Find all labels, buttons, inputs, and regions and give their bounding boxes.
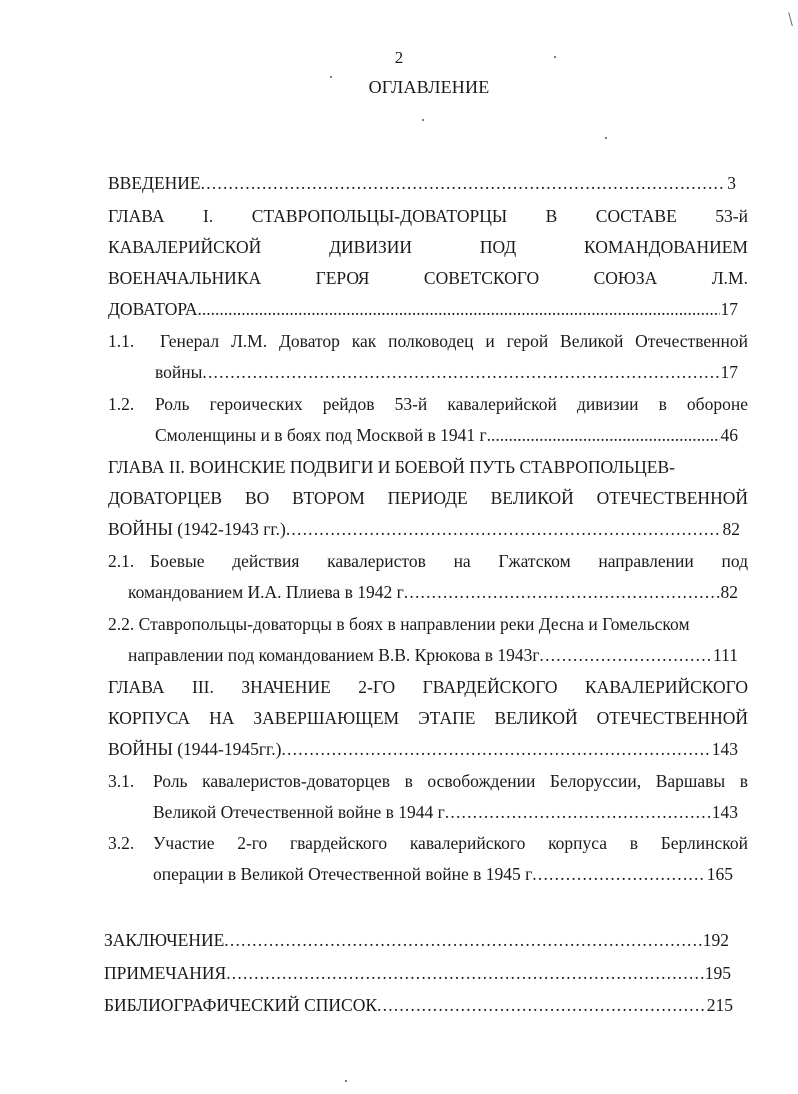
toc-page-number: 82	[722, 519, 740, 539]
chapter-3-title-line-3: ВОЙНЫ (1944-1945гг.) ..... 143	[108, 738, 738, 760]
toc-page-number: 3	[727, 173, 736, 193]
section-number: 2.2.	[108, 614, 135, 634]
toc-entry-notes[interactable]	[104, 962, 731, 984]
leader-dots	[487, 424, 720, 446]
section-title-line-2: операции в Великой Отечественной войне в 1945 г ..... 165	[153, 863, 733, 885]
toc-entry-title: ПРИМЕЧАНИЯ	[104, 963, 227, 983]
toc-page-number: 195	[704, 963, 731, 983]
section-title-line-1: Роль героических рейдов 53-й кавалерийской дивизии в обороне	[155, 394, 748, 414]
toc-page-number: 17	[720, 362, 738, 382]
toc-page-number: 17	[720, 299, 738, 319]
chapter-3-title-line-2: КОРПУСА НА ЗАВЕРШАЮЩЕМ ЭТАПЕ ВЕЛИКОЙ ОТЕЧЕСТВЕННОЙ	[108, 708, 748, 728]
section-number: 3.1.	[108, 771, 135, 791]
chapter-1-title-line-1: ГЛАВА I. СТАВРОПОЛЬЦЫ-ДОВАТОРЦЫ В СОСТАВЕ 53-й	[108, 206, 748, 226]
scan-speck	[605, 137, 607, 139]
chapter-1-title-line-3: ВОЕНАЧАЛЬНИКА ГЕРОЯ СОВЕТСКОГО СОЮЗА Л.М.	[108, 268, 748, 288]
leader-dots	[532, 863, 705, 885]
chapter-2-title-line-3: ВОЙНЫ (1942-1943 гг.) ..... 82	[108, 518, 740, 540]
leader-dots	[224, 929, 701, 951]
toc-entry-bibliography[interactable]	[104, 994, 733, 1016]
toc-page-number: 82	[720, 582, 738, 602]
leader-dots	[201, 172, 727, 194]
section-title-line-2: Великой Отечественной войне в 1944 г ..... 143	[153, 801, 738, 823]
leader-dots	[286, 518, 722, 540]
section-title-line-1: 2.2. Ставропольцы-доваторцы в боях в направлении реки Десна и Гомельском	[108, 614, 690, 634]
scan-speck	[554, 56, 556, 58]
leader-dots	[377, 994, 706, 1016]
scan-speck	[345, 1080, 347, 1082]
toc-entry-title: ЗАКЛЮЧЕНИЕ	[104, 930, 225, 950]
section-title-line-2: войны ..... 17	[155, 361, 738, 383]
page-title: ОГЛАВЛЕНИЕ	[368, 77, 490, 97]
toc-page-number: 143	[711, 802, 738, 822]
section-number: 2.1.	[108, 551, 135, 571]
toc-page-number: 111	[713, 645, 738, 665]
section-number: 1.2.	[108, 394, 135, 414]
toc-entry-conclusion[interactable]	[104, 929, 729, 951]
scan-edge-mark	[788, 12, 795, 26]
leader-dots	[281, 738, 710, 760]
toc-page-number: 192	[702, 930, 729, 950]
section-number: 3.2.	[108, 833, 135, 853]
leader-dots	[226, 962, 704, 984]
section-title-line-2: направлении под командованием В.В. Крюкова в 1943г ..... 111	[128, 644, 738, 666]
section-title-line-1: Участие 2-го гвардейского кавалерийского корпуса в Берлинской	[153, 833, 748, 853]
chapter-2-title-line-2: ДОВАТОРЦЕВ ВО ВТОРОМ ПЕРИОДЕ ВЕЛИКОЙ ОТЕЧЕСТВЕННОЙ	[108, 488, 748, 508]
toc-entry-title: ВВЕДЕНИЕ	[108, 173, 201, 193]
leader-dots	[202, 361, 719, 383]
chapter-2-title-line-1: ГЛАВА II. ВОИНСКИЕ ПОДВИГИ И БОЕВОЙ ПУТЬ СТАВРОПОЛЬЦЕВ-	[108, 457, 675, 477]
chapter-1-title-line-2: КАВАЛЕРИЙСКОЙ ДИВИЗИИ ПОД КОМАНДОВАНИЕМ	[108, 237, 748, 257]
leader-dots	[197, 298, 719, 320]
toc-page-number: 46	[720, 425, 738, 445]
section-title-line-2: Смоленщины и в боях под Москвой в 1941 г ..... 46	[155, 424, 738, 446]
scan-speck	[330, 76, 332, 78]
leader-dots	[404, 581, 720, 603]
scan-speck	[422, 119, 424, 121]
leader-dots	[445, 801, 711, 823]
section-title-line-1: Боевые действия кавалеристов на Гжатском направлении под	[150, 551, 748, 571]
section-title-line-2: командованием И.А. Плиева в 1942 г ..... 82	[128, 581, 738, 603]
section-title-line-1: Генерал Л.М. Доватор как полководец и герой Великой Отечественной	[160, 331, 748, 351]
section-number: 1.1.	[108, 331, 135, 351]
chapter-1-title-line-4: ДОВАТОРА ..... 17	[108, 298, 738, 320]
toc-page-number: 215	[706, 995, 733, 1015]
toc-entry-title: БИБЛИОГРАФИЧЕСКИЙ СПИСОК	[104, 995, 378, 1015]
chapter-3-title-line-1: ГЛАВА III. ЗНАЧЕНИЕ 2-ГО ГВАРДЕЙСКОГО КАВАЛЕРИЙСКОГО	[108, 677, 748, 697]
toc-entry-intro[interactable]	[108, 172, 736, 194]
toc-page-number: 143	[711, 739, 738, 759]
section-title-line-1: Роль кавалеристов-доваторцев в освобождении Белоруссии, Варшавы в	[153, 771, 748, 791]
page-number: 2	[394, 48, 404, 67]
leader-dots	[540, 644, 713, 666]
toc-page-number: 165	[706, 864, 733, 884]
